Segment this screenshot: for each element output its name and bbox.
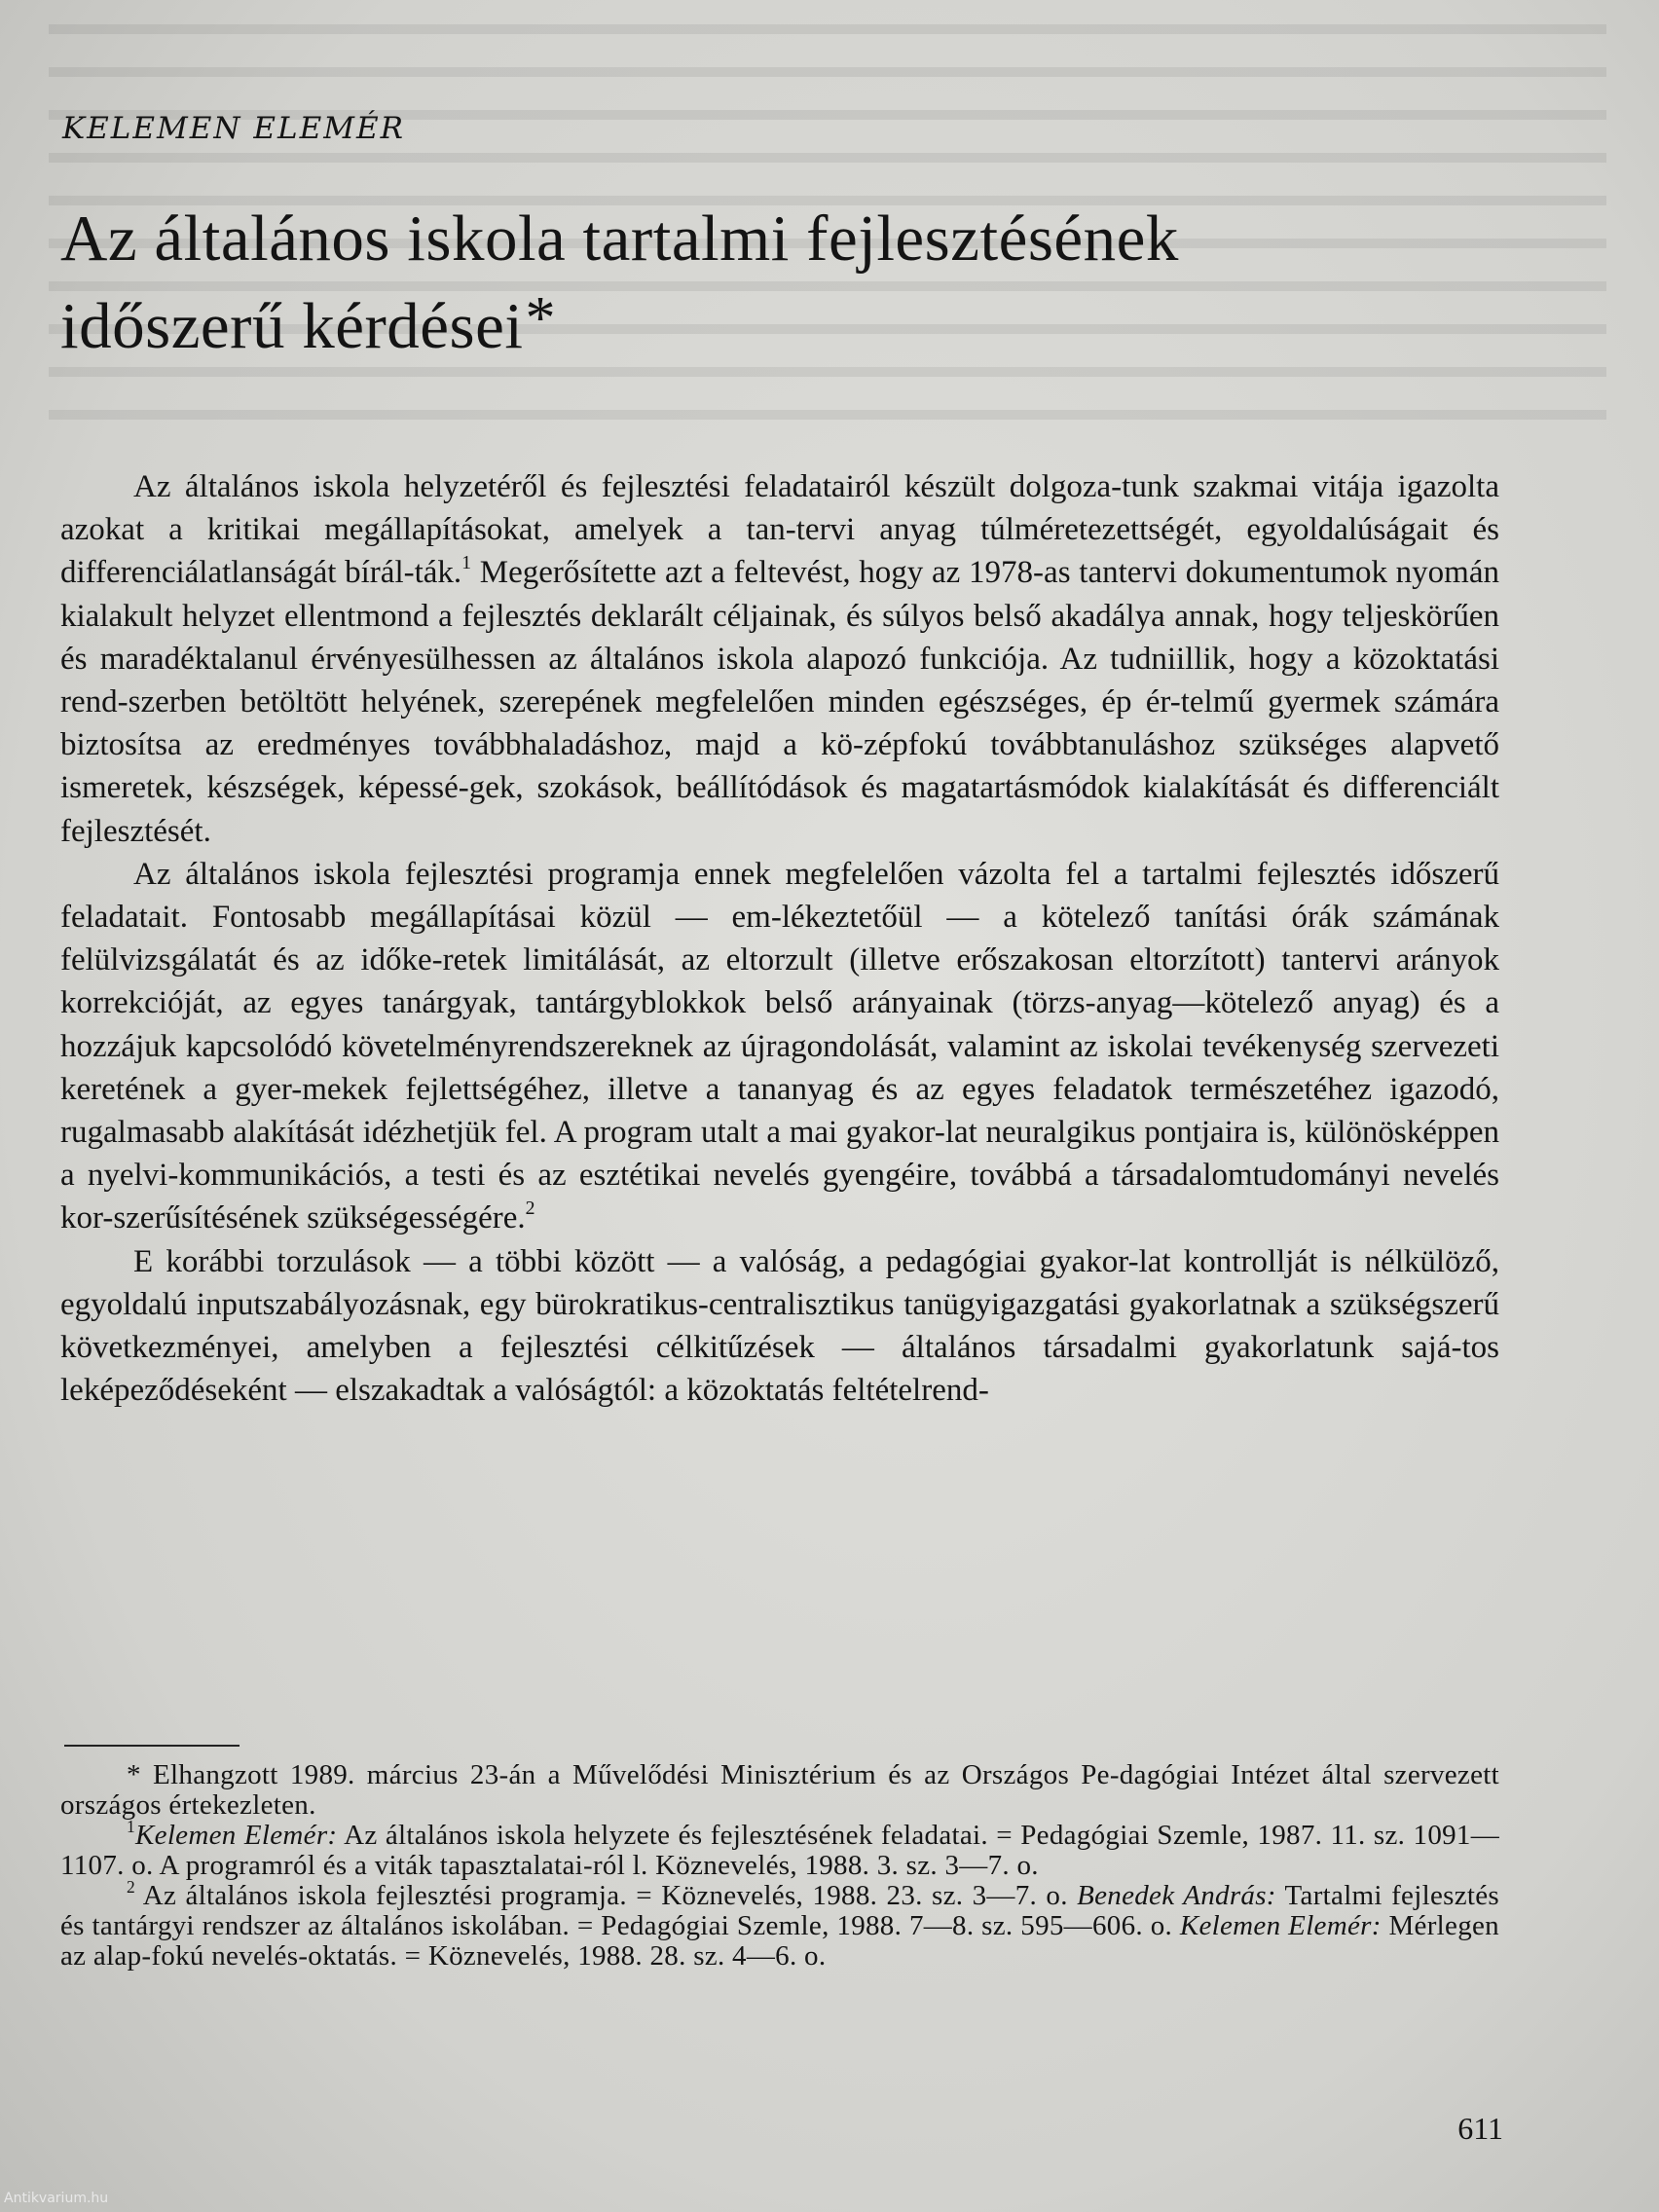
author-name: KELEMEN ELEMÉR: [62, 111, 405, 146]
footnote-ref-1: 1: [461, 552, 472, 574]
article-title: [60, 195, 1540, 370]
footnote-author: Benedek András:: [1077, 1880, 1276, 1911]
footnote-star: * Elhangzott 1989. március 23-án a Művelődési Minisztérium és az Országos Pe-dagógiai Intézet által szervezett országos értekezleten.: [60, 1759, 1499, 1821]
paragraph-3: E korábbi torzulások — a többi között — a valóság, a pedagógiai gyakor-lat kontrollját is nélkülöző, egyoldalú inputszabályozásnak, egy bürokratikus-centralisztikus tanügyigazgatási gyakorlatnak a szükségszerű következményei, amelyben a fejlesztési célkitűzések — általános társadalmi gyakorlatunk sajá-tos leképeződéseként — elszakadtak a valóságtól: a közoktatás feltételrend-: [60, 1243, 1499, 1409]
watermark: Antikvarium.hu: [4, 2191, 109, 2206]
title-footnote-mark: *: [525, 285, 556, 351]
title-line-1: Az általános iskola tartalmi fejlesztésének: [60, 203, 1179, 275]
footnote-separator: [64, 1745, 240, 1747]
title-line-2: időszerű kérdései: [60, 290, 524, 362]
footnote-author: Kelemen Elemér:: [135, 1820, 338, 1851]
footnote-author: Kelemen Elemér:: [1179, 1910, 1382, 1941]
paragraph-1: Az általános iskola helyzetéről és fejlesztési feladatairól készült dolgoza-tunk szakmai vitája igazolta azokat a kritikai megállapításokat, amelyek a tan-tervi anyag túlméretezettségét, egyoldalúságait és differenciálatlanságát bírál-ták.$^1$ Megerősítette azt a feltevést, hogy az 1978-as tantervi dokumentumok nyomán kialakult helyzet ellentmond a fejlesztés deklarált céljainak, és súlyos belső akadálya annak, hogy teljeskörűen és maradéktalanul érvényesülhessen az általános iskola alapozó funkciója. Az tudniillik, hogy a közoktatási rend-szerben betöltött helyének, szerepének megfelelően minden egészséges, ép ér-telmű gyermek számára biztosítsa az eredményes továbbhaladáshoz, majd a kö-zépfokú továbbtanuláshoz szükséges alapvető ismeretek, készségek, képessé-gek, szokások, beállítódások és magatartásmódok kialakítását és differenciált fejlesztését.: [60, 469, 1499, 849]
footnote-ref-2: 2: [525, 1198, 535, 1220]
paragraph-2: Az általános iskola fejlesztési programja ennek megfelelően vázolta fel a tartalmi fejlesztés időszerű feladatait. Fontosabb megállapításai közül — em-lékeztetőül — a kötelező tanítási órák számának felülvizsgálatát és az időke-retek limitálását, az eltorzult (illetve erőszakosan eltorzított) tantervi arányok korrekcióját, az egyes tanárgyak, tantárgyblokkok belső arányainak (törzs-anyag—kötelező anyag) és a hozzájuk kapcsolódó követelményrendszereknek az újragondolását, valamint az iskolai tevékenység szervezeti keretének a gyer-mekek fejlettségéhez, illetve a tananyag és az egyes feladatok természetéhez igazodó, rugalmasabb alakítását idézhetjük fel. A program utalt a mai gyakor-lat neuralgikus pontjaira is, különösképpen a nyelvi-kommunikációs, a testi és az esztétikai nevelés gyengéire, továbbá a társadalomtudományi nevelés kor-szerűsítésének szükségességére.$^2$: [60, 856, 1499, 1236]
article-body: [60, 465, 1499, 1412]
page-number: 611: [1457, 2111, 1503, 2146]
footnote-1: $^1$Kelemen Elemér: Az általános iskola helyzete és fejlesztésének feladatai. = Pedagógiai Szemle, 1987. 11. sz. 1091—1107. o. A programról és a viták tapasztalatai-ról l. Köznevelés, 1988. 3. sz. 3—7. o.: [60, 1816, 1500, 1881]
footnotes: [60, 1760, 1499, 1972]
footnote-2: $^2$ Az általános iskola fejlesztési programja. = Köznevelés, 1988. 23. sz. 3—7. o. Benedek András: Tartalmi fejlesztés és tantárgyi rendszer az általános iskolában. = Pedagógiai Szemle, 1988. 7—8. sz. 595—606. o. Kelemen Elemér: Mérlegen az alap-fokú nevelés-oktatás. = Köznevelés, 1988. 28. sz. 4—6. o.: [60, 1876, 1499, 1972]
